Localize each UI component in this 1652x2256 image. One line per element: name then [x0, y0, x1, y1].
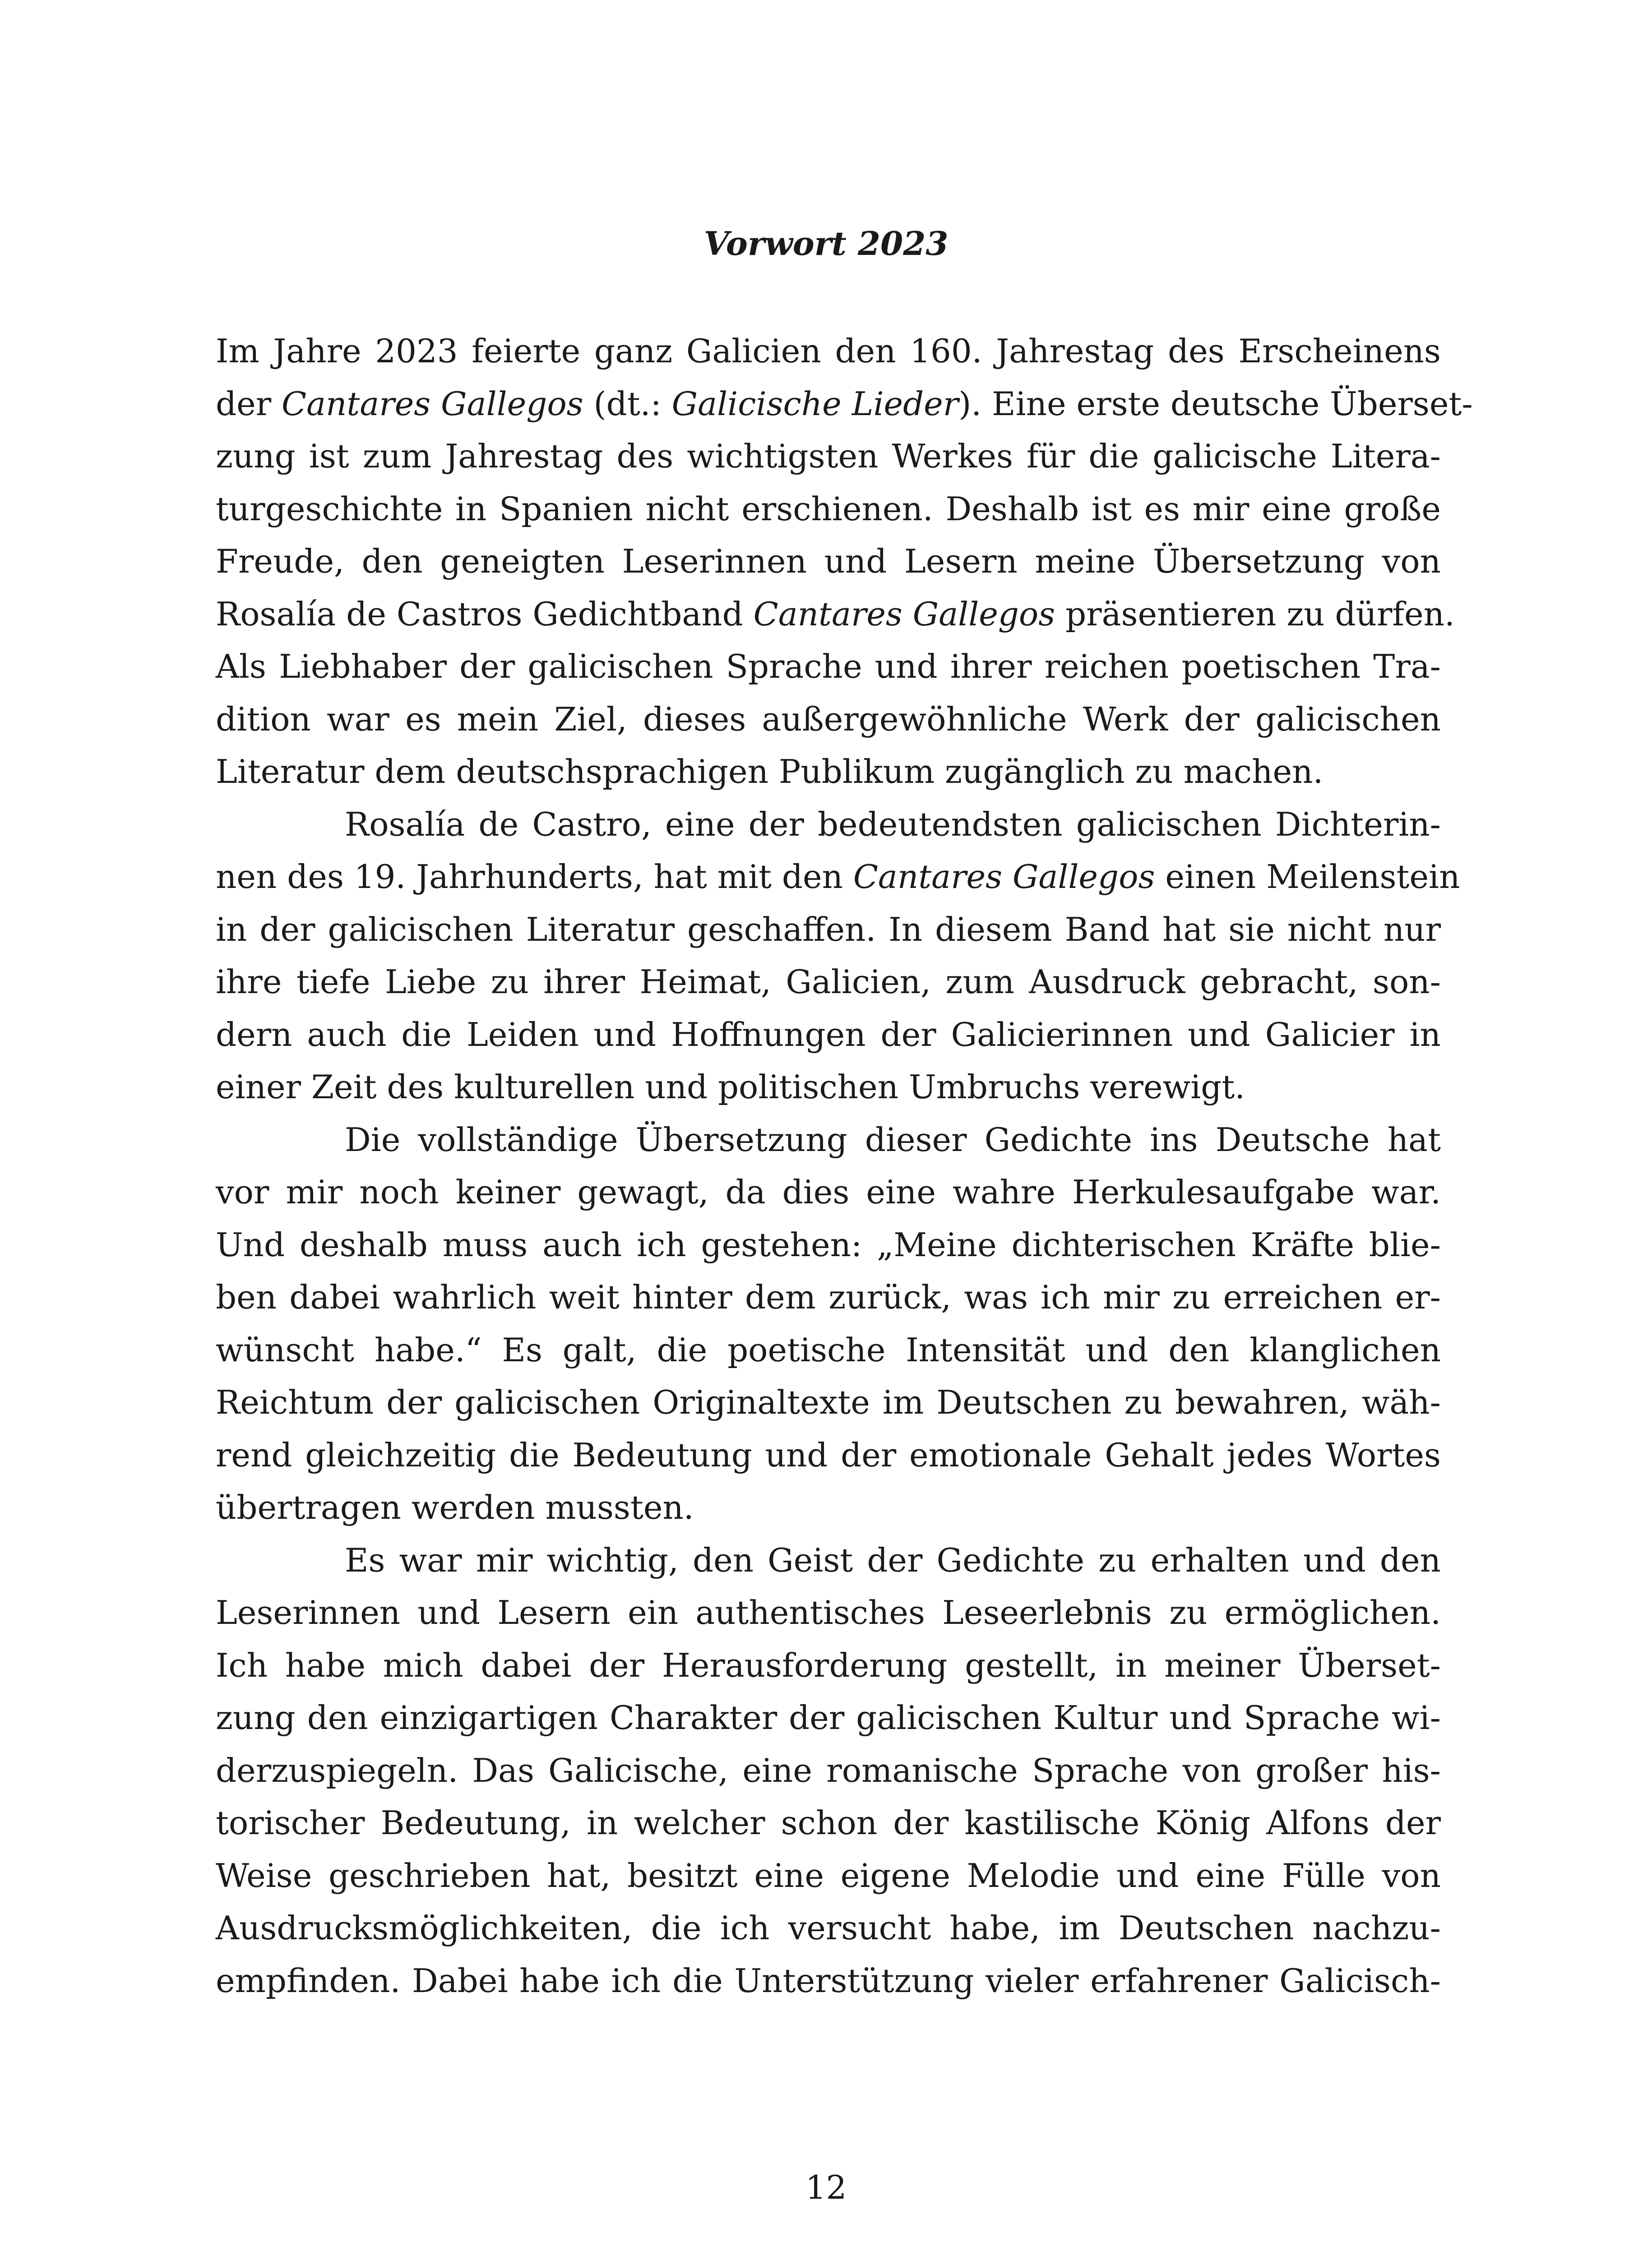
text-segment: derzuspiegeln. Das Galicische, eine romanische Sprache von großer his- [216, 1751, 1441, 1789]
text-segment: Rosalía de Castro, eine der bedeutendsten galicischen Dichterin- [345, 805, 1441, 843]
text-line [216, 1586, 1441, 1639]
text-line [216, 483, 1441, 536]
text-segment: dition war es mein Ziel, dieses außergewöhnliche Werk der galicischen [216, 700, 1441, 738]
text-segment: einer Zeit des kulturellen und politischen Umbruchs verewigt. [216, 1068, 1245, 1106]
text-line [216, 1955, 1441, 2007]
text-segment: dern auch die Leiden und Hoffnungen der Galicierinnen und Galicier in [216, 1015, 1441, 1054]
text-line [216, 1114, 1441, 1166]
text-segment: präsentieren zu dürfen. [1055, 595, 1455, 633]
text-line [216, 1849, 1441, 1902]
text-segment: Literatur dem deutschsprachigen Publikum zugänglich zu machen. [216, 753, 1323, 791]
text-segment: zung ist zum Jahrestag des wichtigsten Werkes für die galicische Litera- [216, 437, 1441, 475]
text-line [216, 1219, 1441, 1271]
text-line [216, 1481, 1441, 1534]
text-line [216, 903, 1441, 956]
italic-title: Galicische Lieder [671, 384, 959, 423]
paragraph [216, 325, 1473, 798]
text-line [216, 1008, 1441, 1061]
text-line [216, 1797, 1441, 1849]
paragraph [216, 1534, 1441, 2007]
text-segment: Leserinnen und Lesern ein authentisches Leseerlebnis zu ermöglichen. [216, 1594, 1441, 1632]
text-line [216, 1639, 1441, 1692]
text-line [216, 1324, 1441, 1377]
text-segment: Freude, den geneigten Leserinnen und Lesern meine Übersetzung von [216, 542, 1441, 580]
text-line [216, 1692, 1441, 1744]
paragraph [216, 798, 1460, 1114]
text-line [216, 640, 1441, 693]
text-segment: empfinden. Dabei habe ich die Unterstützung vieler erfahrener Galicisch- [216, 1961, 1441, 2000]
text-segment: Ausdrucksmöglichkeiten, die ich versucht habe, im Deutschen nachzu- [216, 1909, 1441, 1947]
text-line [216, 1534, 1441, 1587]
text-segment: Es war mir wichtig, den Geist der Gedichte zu erhalten und den [345, 1541, 1441, 1579]
text-segment: Reichtum der galicischen Originaltexte im Deutschen zu bewahren, wäh- [216, 1383, 1441, 1421]
text-line [216, 1429, 1441, 1482]
text-segment: Die vollständige Übersetzung dieser Gedichte ins Deutsche hat [345, 1120, 1441, 1159]
text-line [216, 1744, 1441, 1797]
text-line [216, 1902, 1441, 1955]
text-segment: vor mir noch keiner gewagt, da dies eine wahre Herkulesaufgabe war. [216, 1173, 1441, 1211]
text-segment: Rosalía de Castros Gedichtband [216, 595, 754, 633]
page-number: 12 [805, 2168, 847, 2206]
text-segment: torischer Bedeutung, in welcher schon der kastilische König Alfons der [216, 1804, 1441, 1842]
text-segment: Und deshalb muss auch ich gestehen: „Meine dichterischen Kräfte blie- [216, 1225, 1441, 1264]
text-segment: Weise geschrieben hat, besitzt eine eigene Melodie und eine Fülle von [216, 1856, 1441, 1895]
text-segment: wünscht habe.“ Es galt, die poetische Intensität und den klanglichen [216, 1331, 1441, 1369]
text-segment: (dt.: [583, 384, 672, 423]
text-line [216, 956, 1441, 1008]
text-segment: Im Jahre 2023 feierte ganz Galicien den 160. Jahrestag des Erscheinens [216, 332, 1441, 370]
text-segment: einen Meilenstein [1155, 858, 1460, 896]
italic-title: Cantares Gallegos [853, 858, 1155, 896]
text-line [216, 798, 1441, 851]
text-segment: ihre tiefe Liebe zu ihrer Heimat, Galicien, zum Ausdruck gebracht, son- [216, 963, 1441, 1001]
text-line [216, 1061, 1441, 1114]
text-segment: zung den einzigartigen Charakter der galicischen Kultur und Sprache wi- [216, 1699, 1441, 1737]
text-line [216, 851, 1460, 903]
text-segment: Als Liebhaber der galicischen Sprache und ihrer reichen poetischen Tra- [216, 647, 1441, 685]
text-segment: in der galicischen Literatur geschaffen. In diesem Band hat sie nicht nur [216, 910, 1441, 948]
text-segment: nen des 19. Jahrhunderts, hat mit den [216, 858, 853, 896]
text-line [216, 693, 1441, 746]
text-line [216, 325, 1441, 378]
text-segment: ben dabei wahrlich weit hinter dem zurück, was ich mir zu erreichen er- [216, 1278, 1441, 1316]
text-segment: turgeschichte in Spanien nicht erschienen. Deshalb ist es mir eine große [216, 490, 1441, 528]
italic-title: Cantares Gallegos [282, 384, 583, 423]
italic-title: Cantares Gallegos [753, 595, 1055, 633]
text-segment: Ich habe mich dabei der Herausforderung gestellt, in meiner Überset- [216, 1646, 1441, 1684]
text-line [216, 588, 1455, 641]
text-line [216, 1166, 1441, 1219]
text-line [216, 745, 1441, 798]
text-segment: übertragen werden mussten. [216, 1489, 694, 1526]
text-segment: rend gleichzeitig die Bedeutung und der emotionale Gehalt jedes Wortes [216, 1436, 1441, 1474]
text-line [216, 1376, 1441, 1429]
chapter-heading: Vorwort 2023 [703, 224, 949, 263]
paragraph [216, 1114, 1441, 1534]
text-segment: ). Eine erste deutsche Überset- [958, 384, 1473, 423]
text-line [216, 430, 1441, 483]
text-line [216, 1271, 1441, 1324]
text-line [216, 535, 1441, 588]
text-segment: der [216, 384, 282, 423]
text-line [216, 378, 1473, 430]
body-text [216, 325, 1473, 2007]
